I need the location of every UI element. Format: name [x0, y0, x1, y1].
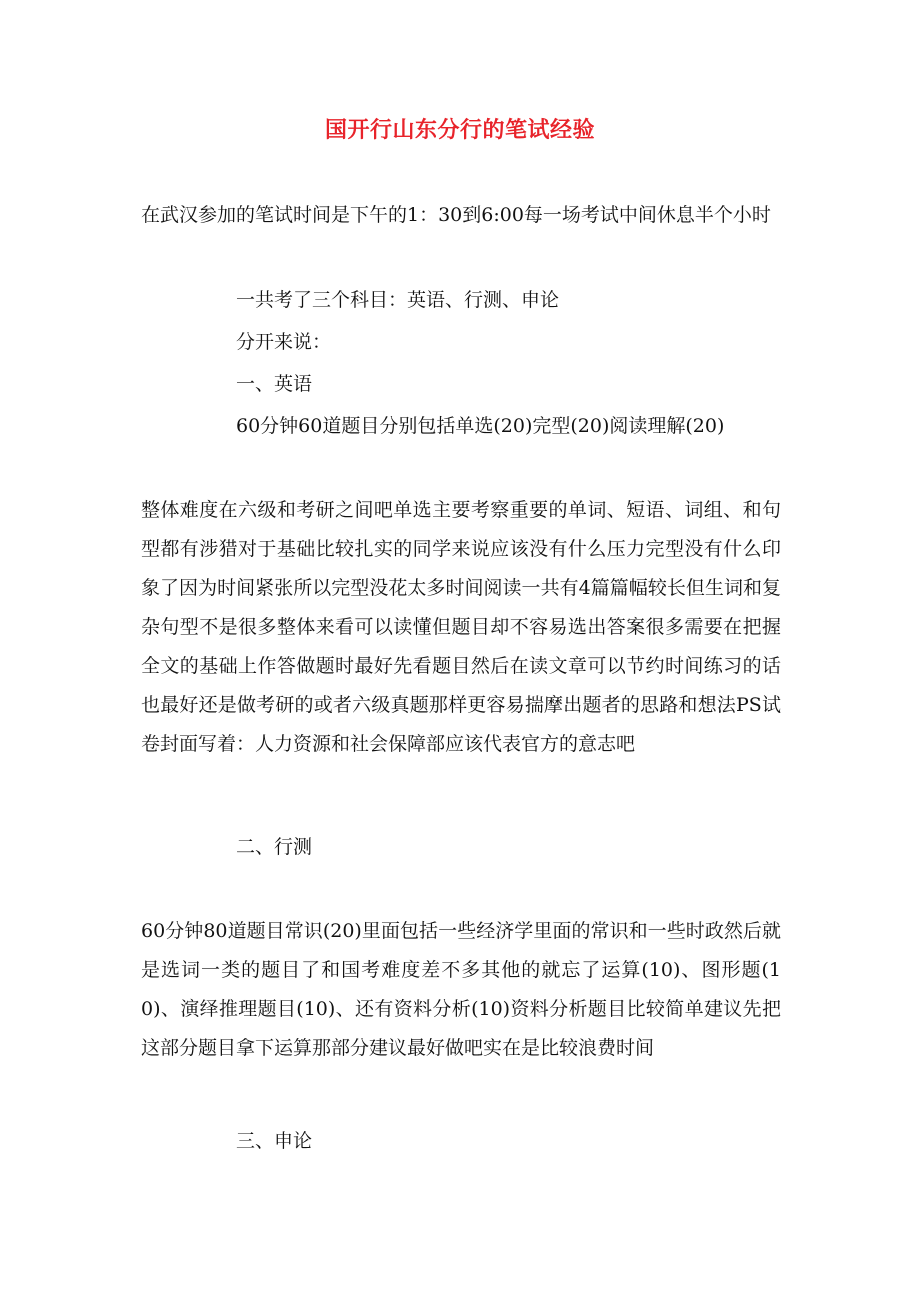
english-heading: 一、英语 — [236, 373, 313, 395]
english-summary: 60分钟60道题目分别包括单选(20)完型(20)阅读理解(20) — [236, 415, 725, 437]
shenlun-heading: 三、申论 — [236, 1130, 313, 1152]
subjects-line: 一共考了三个科目：英语、行测、申论 — [236, 289, 560, 311]
xingce-heading: 二、行测 — [236, 836, 313, 858]
xingce-detail-paragraph: 60分钟80道题目常识(20)里面包括一些经济学里面的常识和一些时政然后就是选词一类的题目了和国考难度差不多其他的就忘了运算(10)、图形题(10)、演绎推理题目(10)、还有资料分析(10)资料分析题目比较简单建议先把这部分题目拿下运算那部分建议最好做吧实在是比较浪费时间 — [141, 920, 781, 1059]
separately-line: 分开来说： — [236, 331, 332, 353]
intro-paragraph: 在武汉参加的笔试时间是下午的1：30到6:00每一场考试中间休息半个小时 — [141, 204, 771, 226]
document-title: 国开行山东分行的笔试经验 — [324, 117, 595, 143]
english-detail-paragraph: 整体难度在六级和考研之间吧单选主要考察重要的单词、短语、词组、和句型都有涉猎对于基础比较扎实的同学来说应该没有什么压力完型没有什么印象了因为时间紧张所以完型没花太多时间阅读一共有4篇篇幅较长但生词和复杂句型不是很多整体来看可以读懂但题目却不容易选出答案很多需要在把握全文的基础上作答做题时最好先看题目然后在读文章可以节约时间练习的话也最好还是做考研的或者六级真题那样更容易揣摩出题者的思路和想法PS试卷封面写着：人力资源和社会保障部应该代表官方的意志吧 — [141, 499, 781, 755]
